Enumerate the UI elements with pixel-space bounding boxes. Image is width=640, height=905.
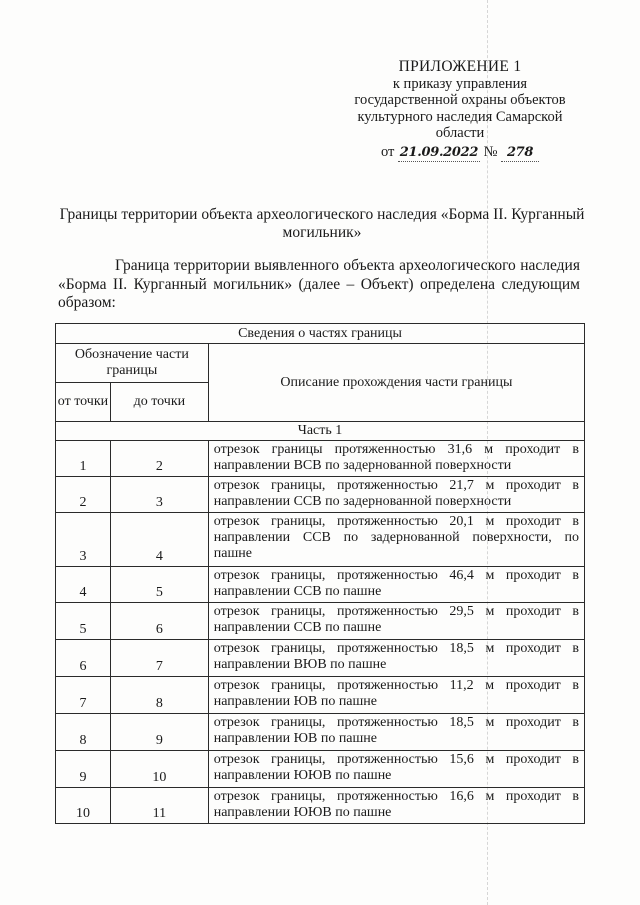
description-header: Описание прохождения части границы	[208, 344, 584, 422]
description-line: направлении ВЮВ по пашне	[213, 657, 387, 672]
number-sign: №	[483, 143, 498, 160]
document-title: Границы территории объекта археологического наследия «Борма II. Курганный могильник»	[59, 206, 585, 241]
description-line: направлении ССВ по задернованной поверхности, по	[213, 530, 579, 545]
to-point: 10	[110, 751, 208, 788]
handwritten-date: 21.09.2022	[398, 145, 480, 163]
from-point: 7	[56, 677, 111, 714]
description-line: отрезок границы, протяженностью 18,5 м проходит в	[213, 641, 579, 656]
appendix-line: к приказу управления	[392, 75, 528, 92]
description-line: направлении ЮВ по пашне	[213, 731, 378, 746]
from-point: 5	[56, 603, 111, 640]
from-point: 2	[56, 477, 111, 513]
to-point: 2	[110, 441, 208, 477]
segment-description	[208, 477, 584, 513]
description-line: направлении ВСВ по задернованной поверхности	[213, 458, 512, 473]
table-row	[56, 441, 585, 477]
appendix-block	[330, 59, 590, 162]
segment-description	[208, 441, 584, 477]
to-point: 8	[110, 677, 208, 714]
from-point: 9	[56, 751, 111, 788]
date-prefix: от	[380, 143, 395, 160]
order-date-number	[330, 144, 590, 163]
designation-header: Обозначение части границы	[56, 344, 209, 383]
description-line: отрезок границы, протяженностью 20,1 м проходит в	[213, 514, 579, 529]
appendix-line: области	[435, 125, 485, 141]
from-point-header: от точки	[56, 383, 111, 422]
description-line: направлении ЮВ по пашне	[213, 694, 378, 709]
appendix-line: культурного наследия Самарской	[357, 108, 563, 125]
description-line: отрезок границы, протяженностью 16,6 м проходит в	[213, 789, 579, 804]
intro-paragraph: Граница территории выявленного объекта археологического наследия «Борма II. Курганный могильник» (далее – Объект) определена следующим образом:	[58, 257, 580, 311]
description-line: отрезок границы, протяженностью 11,2 м проходит в	[213, 678, 579, 693]
description-line: направлении ССВ по задернованной поверхности	[213, 494, 512, 509]
table-row	[56, 751, 585, 788]
segment-description	[208, 677, 584, 714]
segment-description	[208, 751, 584, 788]
description-line: отрезок границы протяженностью 31,6 м проходит в	[213, 442, 579, 457]
handwritten-number: 278	[501, 145, 539, 163]
appendix-line: государственной охраны объектов	[354, 92, 566, 108]
table-row	[56, 567, 585, 603]
from-point: 8	[56, 714, 111, 751]
segment-description	[208, 603, 584, 640]
description-line: отрезок границы, протяженностью 46,4 м проходит в	[213, 568, 579, 583]
description-line: направлении ЮЮВ по пашне	[213, 805, 392, 820]
table-header: Сведения о частях границы	[56, 324, 585, 344]
description-line: отрезок границы, протяженностью 21,7 м проходит в	[213, 478, 579, 493]
to-point: 6	[110, 603, 208, 640]
table-row	[56, 788, 585, 824]
to-point: 5	[110, 567, 208, 603]
description-line: отрезок границы, протяженностью 15,6 м проходит в	[213, 752, 579, 767]
to-point-header: до точки	[110, 383, 208, 422]
to-point: 3	[110, 477, 208, 513]
table-row	[56, 477, 585, 513]
segment-description	[208, 788, 584, 824]
to-point: 4	[110, 513, 208, 567]
from-point: 6	[56, 640, 111, 677]
description-line: отрезок границы, протяженностью 29,5 м проходит в	[213, 604, 579, 619]
table-row	[56, 677, 585, 714]
table-row	[56, 714, 585, 751]
table-row	[56, 603, 585, 640]
part-label: Часть 1	[56, 422, 585, 441]
from-point: 10	[56, 788, 111, 824]
from-point: 1	[56, 441, 111, 477]
table-row	[56, 640, 585, 677]
description-line: отрезок границы, протяженностью 18,5 м проходит в	[213, 715, 579, 730]
segment-description	[208, 567, 584, 603]
description-line: направлении ЮЮВ по пашне	[213, 768, 392, 783]
description-line: пашне	[213, 546, 252, 561]
to-point: 11	[110, 788, 208, 824]
to-point: 7	[110, 640, 208, 677]
from-point: 4	[56, 567, 111, 603]
segment-description	[208, 714, 584, 751]
from-point: 3	[56, 513, 111, 567]
appendix-heading: ПРИЛОЖЕНИЕ 1	[398, 58, 522, 75]
segment-description	[208, 513, 584, 567]
to-point: 9	[110, 714, 208, 751]
table-row	[56, 513, 585, 567]
segment-description	[208, 640, 584, 677]
description-line: направлении ССВ по пашне	[213, 584, 382, 599]
boundary-table	[55, 323, 585, 824]
description-line: направлении ССВ по пашне	[213, 620, 382, 635]
